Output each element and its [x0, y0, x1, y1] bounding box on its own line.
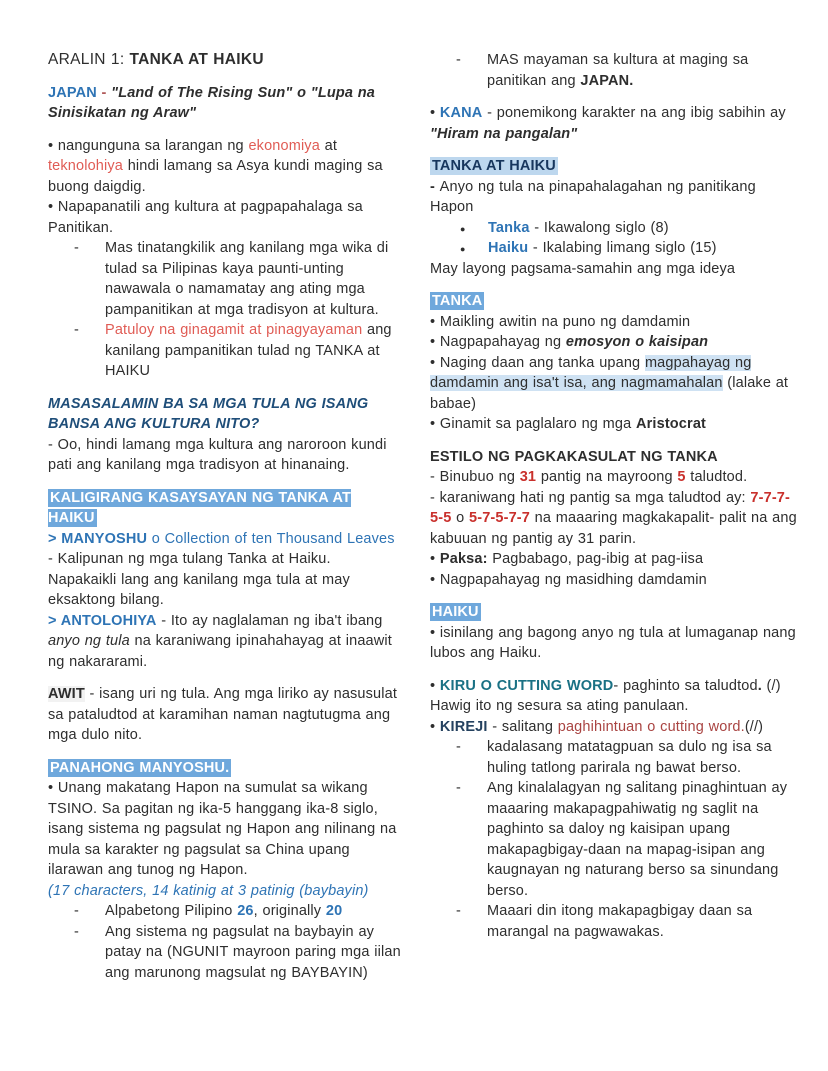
text-segment: •: [430, 105, 440, 121]
text-segment: (17 characters, 14 katinig at 3 patinig (baybayin): [48, 882, 369, 899]
text-segment: kadalasang matatagpuan sa dulo ng isa sa huling tatlong parirala ng bawat berso.: [487, 739, 772, 776]
text-segment: KANA: [439, 105, 483, 121]
text-segment: paghihintuan o cutting word.: [557, 718, 745, 735]
paragraph: [48, 394, 402, 435]
text-segment: TANKA AT HAIKU: [432, 158, 556, 174]
text-segment: • Unang makatang Hapon na sumulat sa wikang TSINO. Sa pagitan ng ika-5 hanggang ika-8 siglo, isang sistema ng pagsulat ng Hapon ang nilinang na mula sa karakter ng pagsulat sa China upang ilarawan ang tunog ng Hapon.: [48, 780, 397, 878]
text-segment: TANKA AT HAIKU: [129, 51, 264, 68]
text-segment: 20: [325, 903, 343, 919]
text-segment: pantig na mayroong: [536, 469, 678, 485]
text-segment: magpahayag ng damdamin ang isa't isa, ang nagmamahalan: [430, 354, 752, 391]
dash-list-item: [48, 320, 402, 382]
text-segment: - paghinto sa taludtod: [613, 677, 758, 694]
text-segment: -: [96, 84, 112, 101]
paragraph: [48, 435, 402, 476]
text-segment: "Land of The Rising Sun" o "Lupa na Sinisikatan ng Araw": [48, 84, 375, 121]
paragraph: [48, 197, 402, 238]
text-segment: o: [451, 510, 469, 526]
paragraph: [430, 312, 798, 333]
text-segment: •: [430, 677, 440, 694]
text-segment: Patuloy na ginagamit at pinagyayaman: [105, 322, 363, 338]
text-segment: • nangunguna sa larangan ng: [48, 137, 249, 154]
text-segment: ekonomiya: [248, 137, 320, 154]
text-segment: ang kanilang pampanitikan tulad ng TANKA at HAIKU: [105, 322, 392, 379]
text-segment: at: [319, 137, 338, 154]
paragraph: [430, 259, 798, 280]
spacer: [48, 71, 402, 83]
text-segment: 31: [519, 469, 537, 485]
text-segment: (//): [744, 718, 764, 735]
dash-list-item: [430, 901, 798, 942]
text-segment: • Naging daan ang tanka upang: [430, 354, 645, 371]
text-segment: HAIKU: [432, 604, 479, 620]
text-segment: Ang sistema ng pagsulat na baybayin ay patay na (NGUNIT mayroon paring mga iilan ang marunong magsulat ng BAYBAYIN): [105, 923, 401, 981]
text-segment: MASASALAMIN BA SA MGA TULA NG ISANG BANSA ANG KULTURA NITO?: [48, 395, 369, 432]
paragraph: [430, 623, 798, 664]
paragraph: [430, 414, 798, 435]
text-segment: Alpabetong Pilipino: [105, 903, 238, 919]
text-segment: - Ikalabing limang siglo (15): [528, 240, 717, 256]
text-segment: -: [430, 178, 440, 195]
text-segment: • Ginamit sa paglalaro ng mga: [430, 416, 637, 432]
text-segment: 26: [237, 903, 254, 919]
text-segment: • Napapanatili ang kultura at pagpapahalaga sa Panitikan.: [48, 199, 363, 236]
dash-list-item: [430, 778, 798, 901]
text-segment: Pagbabago, pag-ibig at pag-iisa: [487, 551, 704, 567]
paragraph: [430, 676, 798, 717]
text-segment: JAPAN: [48, 84, 97, 101]
paragraph: [48, 881, 402, 902]
paragraph: [430, 353, 798, 415]
paragraph: [430, 177, 798, 218]
spacer: [430, 279, 798, 291]
paragraph: [430, 570, 798, 591]
text-segment: Tanka: [488, 219, 530, 236]
text-segment: AWIT: [48, 686, 85, 702]
text-segment: - karaniwang hati ng pantig sa mga taludtod ay:: [430, 489, 751, 506]
dash-list-item: [430, 737, 798, 778]
text-segment: Aristocrat: [636, 416, 707, 432]
text-segment: , originally: [253, 903, 326, 919]
text-segment: hindi lamang sa Asya kundi maging sa buong daigdig.: [48, 158, 383, 195]
text-segment: - isang uri ng tula. Ang mga liriko ay nasusulat sa pataludtod at karamihan naman nagtutugma ang mga dulo nito.: [48, 686, 398, 743]
text-segment: KIREJI: [439, 718, 488, 735]
left-column: [48, 50, 402, 983]
text-segment: o Collection of ten Thousand Leaves: [147, 530, 395, 547]
text-segment: - Kalipunan ng mga tulang Tanka at Haiku. Napakaikli lang ang kanilang mga tula at may eksaktong bilang.: [48, 551, 350, 608]
text-segment: KIRU O CUTTING WORD: [439, 677, 614, 694]
paragraph: [48, 549, 402, 611]
text-segment: • Nagpapahayag ng masidhing damdamin: [430, 571, 707, 588]
text-segment: na karaniwang ipinahahayag at inaawit ng nakararami.: [48, 633, 392, 670]
paragraph: [48, 611, 402, 673]
spacer: [48, 746, 402, 758]
text-segment: anyo ng tula: [48, 633, 130, 649]
spacer: [430, 590, 798, 602]
text-segment: - salitang: [487, 718, 558, 735]
spacer: [48, 382, 402, 394]
dash-list-item: [48, 922, 402, 984]
spacer: [430, 435, 798, 447]
text-segment: TANKA: [432, 293, 483, 309]
text-segment: - Ikawalong siglo (8): [529, 219, 669, 236]
paragraph: [48, 488, 402, 529]
text-segment: 5: [677, 469, 686, 485]
spacer: [48, 672, 402, 684]
text-segment: • Nagpapahayag ng: [430, 334, 566, 350]
spacer: [48, 124, 402, 136]
text-segment: > MANYOSHU: [48, 530, 148, 547]
text-segment: - ponemikong karakter na ang ibig sabihin ay: [482, 105, 786, 121]
text-segment: Haiku: [488, 240, 529, 256]
dash-list-item: [430, 50, 798, 91]
paragraph: [430, 156, 798, 177]
text-segment: Paksa:: [439, 551, 488, 567]
text-segment: •: [430, 551, 440, 567]
spacer: [430, 144, 798, 156]
text-segment: PANAHONG MANYOSHU.: [50, 759, 230, 776]
paragraph: [430, 467, 798, 488]
text-segment: teknolohiya: [48, 158, 124, 174]
paragraph: [430, 447, 798, 468]
text-segment: Mas tinatangkilik ang kanilang mga wika di tulad sa Pilipinas kaya paunti-unting nawawala o namamatay ang ating mga pampanitikan at mga tradisyon at kultura.: [105, 240, 389, 318]
paragraph: [48, 778, 402, 881]
text-segment: (/) Hawig ito ng sesura sa ating panulaan.: [430, 677, 781, 714]
text-segment: (lalake at babae): [430, 375, 789, 412]
text-segment: taludtod.: [685, 469, 748, 485]
text-segment: May layong pagsama-samahin ang mga ideya: [430, 260, 736, 277]
text-segment: JAPAN.: [580, 72, 634, 89]
text-segment: • isinilang ang bagong anyo ng tula at lumaganap nang lubos ang Haiku.: [430, 624, 796, 661]
page-title: [48, 50, 402, 71]
text-segment: ESTILO NG PAGKAKASULAT NG TANKA: [430, 448, 718, 465]
bullet-list-item: [430, 238, 798, 259]
text-segment: MAS mayaman sa kultura at maging sa panitikan ang: [487, 52, 749, 89]
text-segment: • Maikling awitin na puno ng damdamin: [430, 313, 691, 330]
paragraph: [430, 291, 798, 312]
text-segment: na maaaring magkakapalit- palit na ang kabuuan ng pantig ay 31 parin.: [430, 510, 797, 547]
text-segment: •: [430, 718, 440, 735]
paragraph: [430, 717, 798, 738]
text-segment: - Binubuo ng: [430, 469, 520, 485]
text-segment: 7-7-7-5-5: [430, 489, 791, 526]
dash-list-item: [48, 901, 402, 922]
paragraph: [48, 529, 402, 550]
paragraph: [48, 136, 402, 198]
text-segment: "Hiram na pangalan": [430, 125, 578, 142]
text-segment: - Ito ay naglalaman ng iba't ibang: [156, 612, 383, 629]
text-segment: Ang kinalalagyan ng salitang pinaghintuan ay maaaring makapagpahiwatig ng saglit na paghinto sa daloy ng kaisipan upang makapagbigay-daan na mapag-isipan ang kaugnayan ng naturang berso sa sinundang berso.: [487, 780, 788, 899]
text-segment: - Oo, hindi lamang mga kultura ang naroroon kundi pati ang kanilang mga tradisyon at hinanaing.: [48, 436, 387, 473]
paragraph: [48, 758, 402, 779]
paragraph: [430, 488, 798, 550]
text-segment: 5-7-5-7-7: [469, 510, 530, 526]
spacer: [48, 476, 402, 488]
text-segment: .: [757, 677, 762, 694]
text-segment: > ANTOLOHIYA: [48, 612, 157, 629]
right-column: [430, 50, 798, 983]
text-segment: ARALIN 1:: [48, 51, 130, 68]
bullet-list-item: [430, 218, 798, 239]
paragraph: [430, 549, 798, 570]
spacer: [430, 664, 798, 676]
text-segment: Maaari din itong makapagbigay daan sa marangal na pagwawakas.: [487, 903, 753, 940]
paragraph: [48, 83, 402, 124]
paragraph: [48, 684, 402, 746]
paragraph: [430, 332, 798, 353]
dash-list-item: [48, 238, 402, 320]
text-segment: KALIGIRANG KASAYSAYAN NG TANKA AT HAIKU: [48, 489, 352, 526]
paragraph: [430, 602, 798, 623]
text-segment: emosyon o kaisipan: [565, 334, 709, 350]
paragraph: [430, 103, 798, 144]
text-segment: Anyo ng tula na pinapahalagahan ng panitikang Hapon: [430, 178, 756, 215]
spacer: [430, 91, 798, 103]
